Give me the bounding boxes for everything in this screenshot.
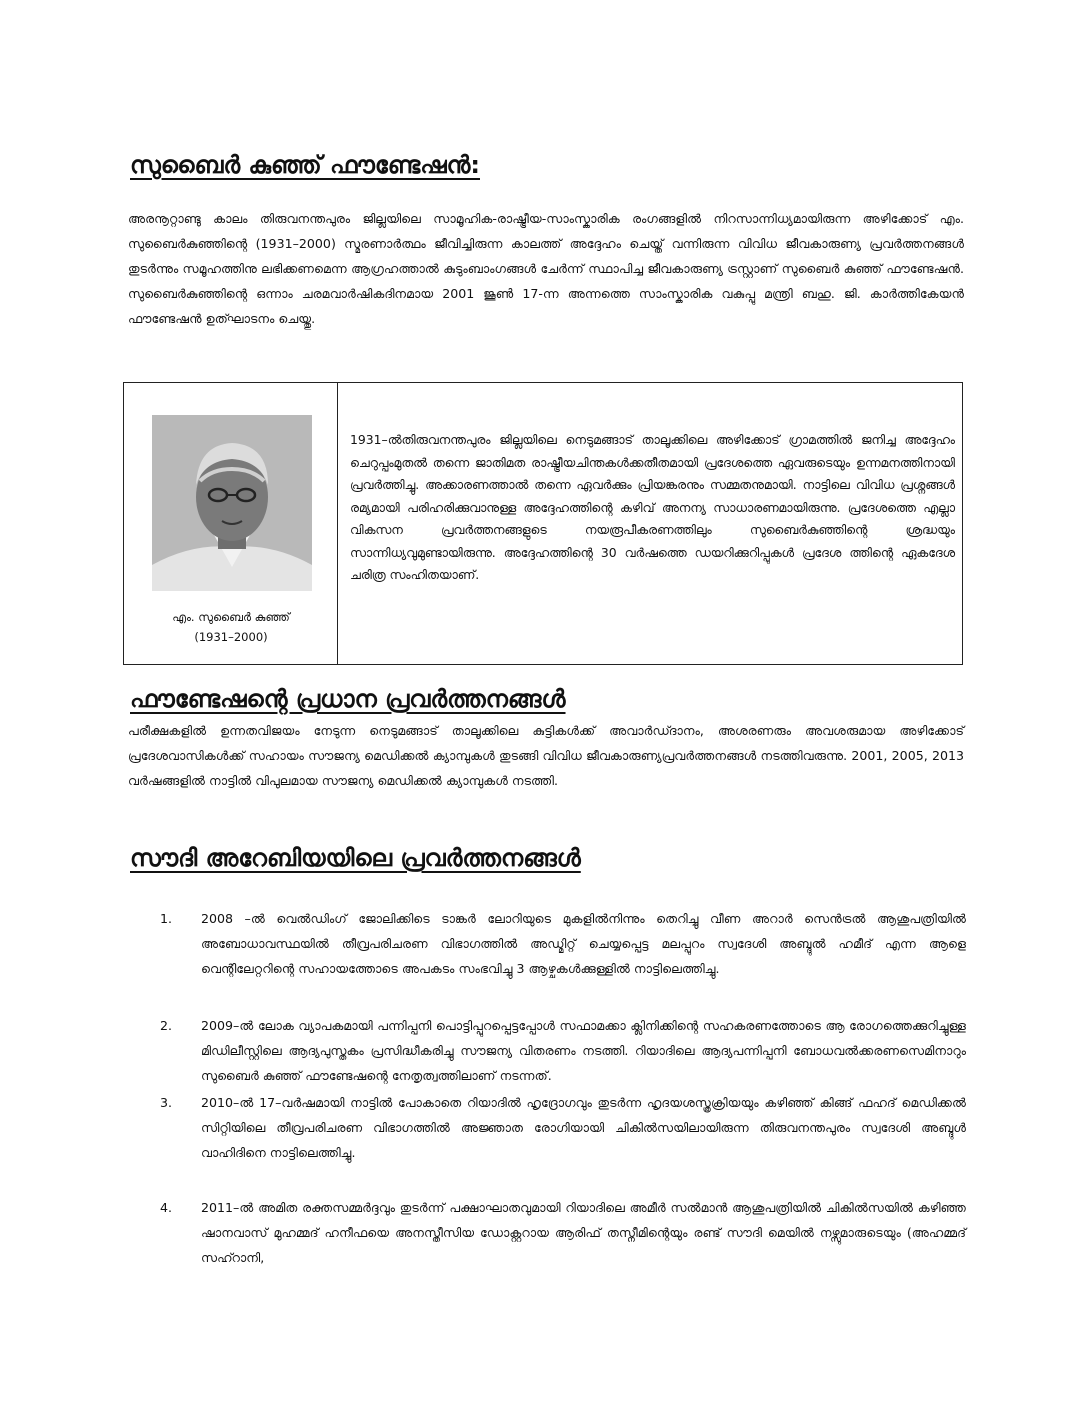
list-item bbox=[160, 1013, 966, 1088]
list-item bbox=[160, 906, 966, 981]
bio-cell bbox=[338, 383, 962, 664]
list-item-number: 2. bbox=[160, 1018, 173, 1033]
photo-caption-name: എം. സുബൈർ കുഞ്ഞ് bbox=[172, 610, 290, 624]
foundation-heading: സുബൈർ കുഞ്ഞ് ഫൗണ്ടേഷൻ: bbox=[130, 151, 480, 179]
list-item-number: 4. bbox=[160, 1200, 173, 1215]
photo-cell bbox=[124, 383, 338, 664]
photo-caption-years: (1931–2000) bbox=[194, 630, 268, 644]
bio-paragraph: 1931–ൽതിരുവനന്തപുരം ജില്ലയിലെ നെടുമങ്ങാട് താലൂക്കിലെ അഴിക്കോട് ഗ്രാമത്തിൽ ജനിച്ച അദ്ദേഹം ചെറുപ്പംമുതൽ തന്നെ ജാതിമത രാഷ്ട്രീയചിന്തകൾക്കതീതമായി പ്രദേശത്തെ ഏവരുടെയും ഉന്നമനത്തിനായി പ്രവർത്തിച്ചു. അക്കാരണത്താൽ തന്നെ ഏവർക്കും പ്രിയങ്കരനും സമ്മതനുമായി. നാട്ടിലെ വിവിധ പ്രശ്നങ്ങൾ രമ്യമായി പരിഹരിക്കുവാനുള്ള അദ്ദേഹത്തിന്റെ കഴിവ് അനന്യ സാധാരണമായിരുന്നു. പ്രദേശത്തെ എല്ലാ വികസന പ്രവർത്തനങ്ങളുടെ നയരൂപീകരണത്തിലും സുബൈർകുഞ്ഞിന്റെ ശ്രദ്ധയും സാന്നിധ്യവുമുണ്ടായിരുന്നു. അദ്ദേഹത്തിന്റെ 30 വർഷത്തെ ഡയറിക്കുറിപ്പുകൾ പ്രദേശ ത്തിന്റെ ഏകദേശ ചരിത്ര സംഹിതയാണ്. bbox=[350, 432, 955, 582]
list-item-text: 2011–ൽ അമിത രക്തസമ്മർദ്ദവും തുടർന്ന് പക്ഷാഘാതവുമായി റിയാദിലെ അമീർ സൽമാൻ ആശുപത്രിയിൽ ചികിൽസയിൽ കഴിഞ്ഞ ഷാനവാസ് മുഹമ്മദ് ഹനീഫയെ അനസ്തീസിയ ഡോക്റ്ററായ ആരിഫ് തസ്നീമിന്റെയും രണ്ട് സൗദി മെയിൽ നഴ്സുമാരുടെയും (അഹമ്മദ് സഹ്റാനി, bbox=[201, 1200, 966, 1265]
list-item bbox=[160, 1195, 966, 1270]
list-item-number: 1. bbox=[160, 911, 173, 926]
portrait-photo bbox=[152, 415, 312, 591]
list-item-text: 2008 –ൽ വെൽഡിംഗ് ജോലിക്കിടെ ടാങ്കർ ലോറിയുടെ മുകളിൽനിന്നും തെറിച്ചു വീണ അറാർ സെൻട്രൽ ആശുപത്രിയിൽ അബോധാവസ്ഥയിൽ തീവ്രപരിചരണ വിഭാഗത്തിൽ അഡ്മിറ്റ് ചെയ്യപ്പെട്ട മലപ്പുറം സ്വദേശി അബ്ദുൽ ഹമീദ് എന്ന ആളെ വെന്റിലേറ്ററിന്റെ സഹായത്തോടെ അപകടം സംഭവിച്ചു 3 ആഴ്ചകൾക്കുള്ളിൽ നാട്ടിലെത്തിച്ചു. bbox=[201, 911, 966, 976]
saudi-activities-list bbox=[160, 906, 966, 1270]
foundation-intro-paragraph: അരനൂറ്റാണ്ടു കാലം തിരുവനന്തപുരം ജില്ലയിലെ സാമൂഹിക-രാഷ്ട്രീയ-സാംസ്കാരിക രംഗങ്ങളിൽ നിറസാന്നിധ്യമായിരുന്ന അഴിക്കോട് എം. സുബൈർകുഞ്ഞിന്റെ (1931–2000) സ്മരണാർത്ഥം ജീവിച്ചിരുന്ന കാലത്ത് അദ്ദേഹം ചെയ്ത് വന്നിരുന്ന വിവിധ ജീവകാരുണ്യ പ്രവർത്തനങ്ങൾ തുടർന്നും സമൂഹത്തിനു ലഭിക്കണമെന്ന ആഗ്രഹത്താൽ കുടുംബാംഗങ്ങൾ ചേർന്ന് സ്ഥാപിച്ച ജീവകാരുണ്യ ട്രസ്റ്റാണ് സുബൈർ കുഞ്ഞ് ഫൗണ്ടേഷൻ. സുബൈർകുഞ്ഞിന്റെ ഒന്നാം ചരമവാർഷികദിനമായ 2001 ജൂൺ 17-ന്ന അന്നത്തെ സാംസ്കാരിക വകുപ്പു മന്ത്രി ബഹു. ജി. കാർത്തികേയൻ ഫൗണ്ടേഷൻ ഉത്ഘാടനം ചെയ്തു. bbox=[128, 211, 964, 326]
list-item-text: 2009–ൽ ലോക വ്യാപകമായി പന്നിപ്പനി പൊട്ടിപ്പുറപ്പെട്ടപ്പോൾ സഫാമക്കാ ക്ലിനിക്കിന്റെ സഹകരണത്തോടെ ആ രോഗത്തെക്കുറിച്ചുള്ള മിഡിലീസ്റ്റിലെ ആദ്യപുസ്തകം പ്രസിദ്ധീകരിച്ചു സൗജന്യ വിതരണം നടത്തി. റിയാദിലെ ആദ്യപന്നിപ്പനി ബോധവൽക്കരണസെമിനാറും സുബൈർ കുഞ്ഞ് ഫൗണ്ടേഷന്റെ നേതൃത്വത്തിലാണ് നടന്നത്. bbox=[201, 1018, 966, 1083]
list-item bbox=[160, 1090, 966, 1165]
list-item-text: 2010–ൽ 17–വർഷമായി നാട്ടിൽ പോകാതെ റിയാദിൽ ഹൃദ്രോഗവും തുടർന്ന ഹൃദയശസ്ത്രക്രിയയും കഴിഞ്ഞ് കിങ്ങ് ഫഹദ് മെഡിക്കൽ സിറ്റിയിലെ തീവ്രപരിചരണ വിഭാഗത്തിൽ അജ്ഞാത രോഗിയായി ചികിൽസയിലായിരുന്ന തിരുവനന്തപുരം സ്വദേശി അബ്ദുൾ വാഹിദിനെ നാട്ടിലെത്തിച്ചു. bbox=[201, 1095, 966, 1160]
profile-box bbox=[123, 382, 963, 665]
list-item-number: 3. bbox=[160, 1095, 173, 1110]
activities-heading: ഫൗണ്ടേഷന്റെ പ്രധാന പ്രവർത്തനങ്ങൾ bbox=[130, 685, 566, 713]
saudi-activities-heading: സൗദി അറേബിയയിലെ പ്രവർത്തനങ്ങൾ bbox=[130, 844, 581, 872]
activities-paragraph: പരീക്ഷകളിൽ ഉന്നതവിജയം നേടുന്ന നെടുമങ്ങാട് താലൂക്കിലെ കുട്ടികൾക്ക് അവാർഡ്ദാനം, അശരണരും അവശരുമായ അഴിക്കോട് പ്രദേശവാസികൾക്ക് സഹായം സൗജന്യ മെഡിക്കൽ ക്യാമ്പുകൾ തുടങ്ങി വിവിധ ജീവകാരുണ്യപ്രവർത്തനങ്ങൾ നടത്തിവരുന്നു. 2001, 2005, 2013 വർഷങ്ങളിൽ നാട്ടിൽ വിപുലമായ സൗജന്യ മെഡിക്കൽ ക്യാമ്പുകൾ നടത്തി. bbox=[128, 723, 964, 788]
